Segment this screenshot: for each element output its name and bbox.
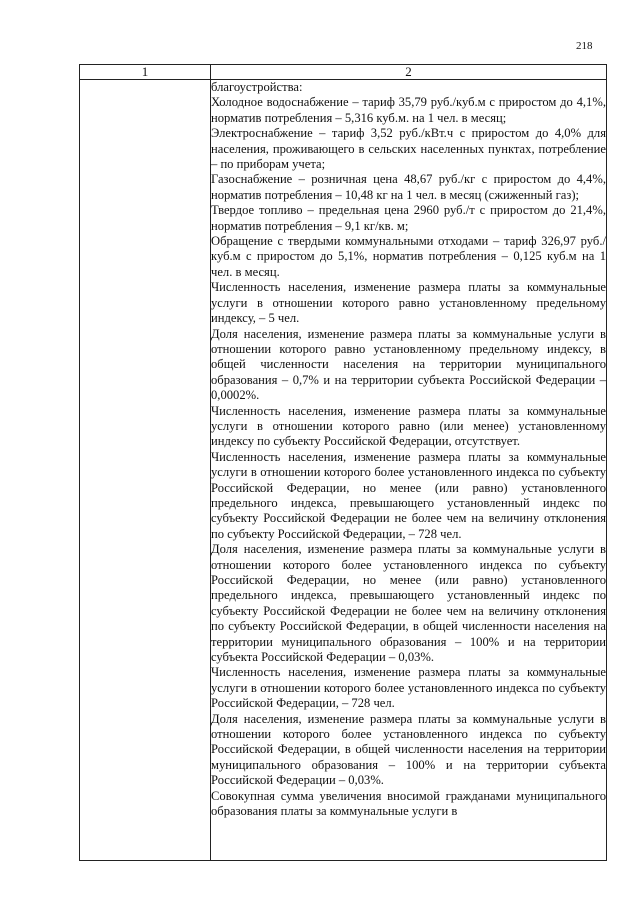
column-2-header: 2	[211, 65, 607, 80]
page-number: 218	[576, 40, 593, 52]
paragraph: Доля населения, изменение размера платы за коммунальные услуги в отношении которого более установленного индекса по субъекту Российской Федерации, но менее (или равно) установленного предельного индекса, превышающего установленный индекс по субъекту Российской Федерации не более чем на величину отклонения по субъекту Российской Федерации, в общей численности населения на территории муниципального образования – 100% и на территории субъекта Российской Федерации – 0,03%.	[211, 542, 606, 665]
paragraph: Доля населения, изменение размера платы за коммунальные услуги в отношении которого равно установленному предельному индексу, в общей численности населения на территории муниципального образования – 0,7% и на территории субъекта Российской Федерации – 0,0002%.	[211, 326, 606, 403]
table-row	[80, 80, 607, 861]
paragraph: Численность населения, изменение размера платы за коммунальные услуги в отношении которого равно установленному предельному индексу, – 5 чел.	[211, 280, 606, 326]
column-2-cell	[211, 80, 607, 861]
paragraph: Численность населения, изменение размера платы за коммунальные услуги в отношении которого равно (или менее) установленному индексу по субъекту Российской Федерации, отсутствует.	[211, 403, 606, 449]
paragraph: Совокупная сумма увеличения вносимой гражданами муниципального образования платы за коммунальные услуги в	[211, 788, 606, 819]
paragraph: Доля населения, изменение размера платы за коммунальные услуги в отношении которого более установленного индекса по субъекту Российской Федерации, в общей численности населения на территории муниципального образования – 100% и на территории субъекта Российской Федерации – 0,03%.	[211, 711, 606, 788]
document-table	[79, 64, 607, 861]
paragraph: Электроснабжение – тариф 3,52 руб./кВт.ч с приростом до 4,0% для населения, проживающего в сельских населенных пунктах, потребление – по приборам учета;	[211, 126, 606, 172]
table-header-row	[80, 65, 607, 80]
paragraph: Газоснабжение – розничная цена 48,67 руб./кг с приростом до 4,4%, норматив потребления – 10,48 кг на 1 чел. в месяц (сжиженный газ);	[211, 172, 606, 202]
paragraph: Численность населения, изменение размера платы за коммунальные услуги в отношении которого более установленного индекса по субъекту Российской Федерации, – 728 чел.	[211, 665, 606, 711]
column-1-cell	[80, 80, 211, 861]
column-1-header: 1	[80, 65, 211, 80]
paragraph: Твердое топливо – предельная цена 2960 руб./т с приростом до 21,4%, норматив потребления – 9,1 кг/кв. м;	[211, 203, 606, 233]
paragraph: Обращение с твердыми коммунальными отходами – тариф 326,97 руб./куб.м с приростом до 5,1%, норматив потребления – 0,125 куб.м на 1 чел. в месяц.	[211, 234, 606, 279]
paragraph: Численность населения, изменение размера платы за коммунальные услуги в отношении которого более установленного индекса по субъекту Российской Федерации, но менее (или равно) установленного предельного индекса, превышающего установленный индекс по субъекту Российской Федерации не более чем на величину отклонения по субъекту Российской Федерации, – 728 чел.	[211, 449, 606, 541]
paragraph: благоустройства:	[211, 80, 303, 94]
paragraph: Холодное водоснабжение – тариф 35,79 руб./куб.м с приростом до 4,1%, норматив потребления – 5,316 куб.м. на 1 чел. в месяц;	[211, 95, 606, 125]
text-body	[211, 80, 606, 820]
